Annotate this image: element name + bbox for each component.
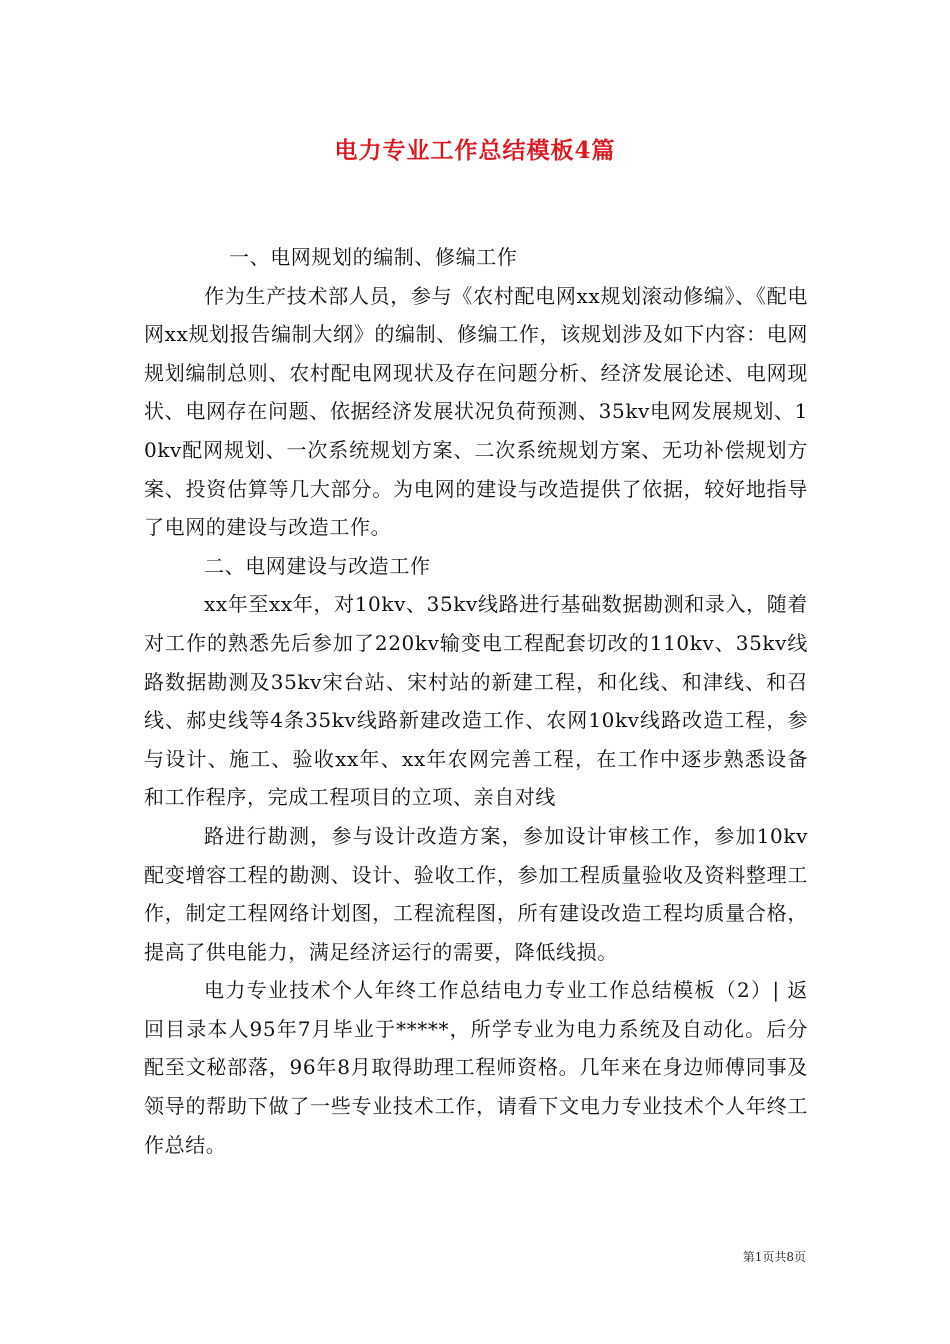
section-heading-2: 二、电网建设与改造工作 [204,553,431,578]
section-heading-1: 一、电网规划的编制、修编工作 [229,245,518,269]
document-title: 电力专业工作总结模板4篇 [334,137,616,164]
paragraph-construction: xx年至xx年，对10kv、35kv线路进行基础数据勘测和录入，随着对工作的熟悉先后参加了220kv输变电工程配套切改的110kv、35kv线路数据勘测及35kv宋台站、宋村站的新建工程，和化线、和津线、和召线、郝史线等4条35kv线路新建改造工作、农网10kv线路改造工程，参与设计、施工、验收xx年、xx年农网完善工程，在工作中逐步熟悉设备和工作程序，完成工程项目的立项、亲自对线 [144,592,809,810]
paragraph-template-2: 电力专业技术个人年终工作总结电力专业工作总结模板（2）| 返回目录本人95年7月毕业于*****，所学专业为电力系统及自动化。后分配至文秘部落，96年8月取得助理工程师资格。几年来在身边师傅同事及领导的帮助下做了一些专业技术工作，请看下文电力专业技术个人年终工作总结。 [144,978,808,1157]
paragraph-survey: 路进行勘测，参与设计改造方案，参加设计审核工作，参加10kv配变增容工程的勘测、设计、验收工作，参加工程质量验收及资料整理工作，制定工程网络计划图，工程流程图，所有建设改造工程均质量合格，提高了供电能力，满足经济运行的需要，降低线损。 [144,823,808,964]
page-number: 第1页共8页 [742,1250,806,1264]
paragraph-planning: 作为生产技术部人员，参与《农村配电网xx规划滚动修编》、《配电网xx规划报告编制大纲》的编制、修编工作，该规划涉及如下内容：电网规划编制总则、农村配电网现状及存在问题分析、经济发展论述、电网现状、电网存在问题、依据经济发展状况负荷预测、35kv电网发展规划、10kv配网规划、一次系统规划方案、二次系统规划方案、无功补偿规划方案、投资估算等几大部分。为电网的建设与改造提供了依据，较好地指导了电网的建设与改造工作。 [144,283,808,540]
document-body [144,238,808,1164]
